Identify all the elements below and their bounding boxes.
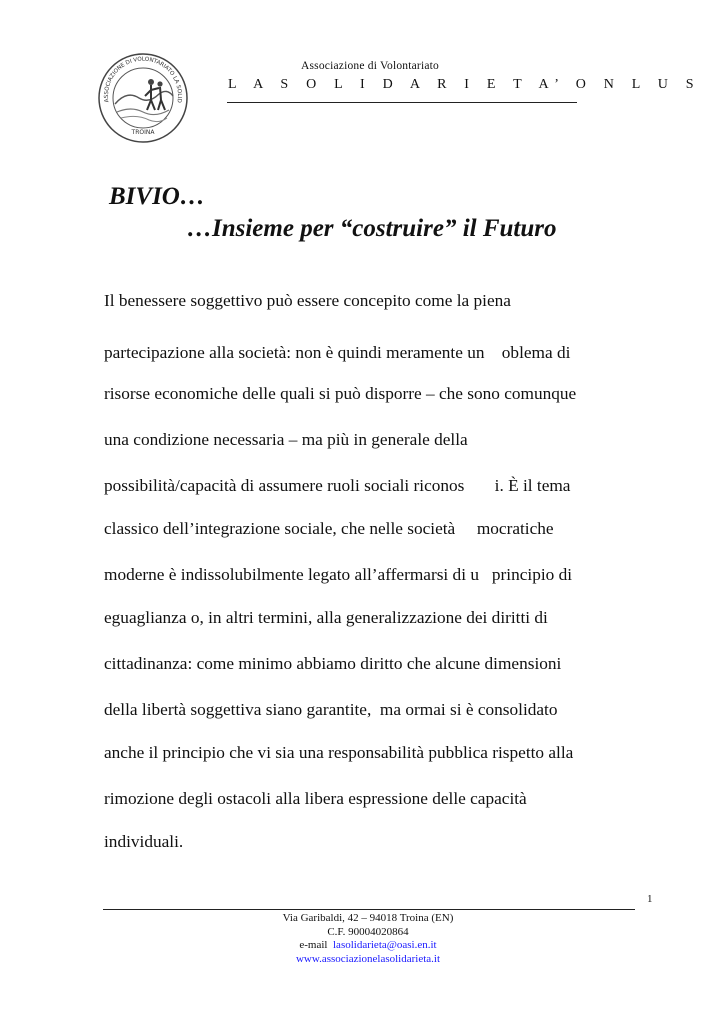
footer-email-link[interactable]: lasolidarieta@oasi.en.it: [333, 939, 437, 951]
page-number: 1: [647, 893, 653, 905]
document-title-line1: BIVIO…: [109, 183, 205, 210]
body-line: rimozione degli ostacoli alla libera espressione delle capacità: [104, 789, 527, 808]
logo-bottom-text: TROINA: [131, 129, 155, 136]
association-logo: [97, 52, 189, 144]
document-title-line2: …Insieme per “costruire” il Futuro: [187, 215, 557, 242]
footer-tax-code: C.F. 90004020864: [327, 925, 409, 938]
body-line: partecipazione alla società: non è quindi meramente un oblema di: [104, 343, 571, 362]
body-line: eguaglianza o, in altri termini, alla generalizzazione dei diritti di: [104, 608, 548, 627]
body-line: individuali.: [104, 832, 184, 851]
footer-email-row: [218, 939, 518, 953]
body-line: della libertà soggettiva siano garantite, ma ormai si è consolidato: [104, 700, 558, 719]
association-subtitle: Associazione di Volontariato: [300, 60, 440, 72]
footer-address: Via Garibaldi, 42 – 94018 Troina (EN): [282, 912, 454, 924]
footer-email-label: e-mail: [299, 939, 328, 951]
svg-text:ASSOCIAZIONE DI VOLONTARIATO L: [97, 52, 182, 103]
body-line: anche il principio che vi sia una responsabilità pubblica rispetto alla: [104, 743, 574, 762]
body-line: risorse economiche delle quali si può disporre – che sono comunque: [104, 384, 577, 403]
header-divider: [227, 102, 577, 103]
footer-divider: [103, 909, 635, 910]
footer-website-link[interactable]: www.associazionelasolidarieta.it: [295, 952, 441, 965]
body-line: una condizione necessaria – ma più in generale della: [104, 430, 468, 449]
body-line: possibilità/capacità di assumere ruoli sociali riconos i. È il tema: [104, 476, 571, 495]
footer: [218, 912, 518, 966]
body-line: Il benessere soggettivo può essere concepito come la piena: [104, 291, 511, 310]
body-line: classico dell’integrazione sociale, che nelle società mocratiche: [104, 519, 554, 538]
association-name: L A S O L I D A R I E T A’ O N L U S: [228, 77, 701, 92]
body-line: moderne è indissolubilmente legato all’affermarsi di u principio di: [104, 565, 573, 584]
body-line: cittadinanza: come minimo abbiamo diritto che alcune dimensioni: [104, 654, 562, 673]
logo-ring-text: ASSOCIAZIONE DI VOLONTARIATO LA SOLID: [103, 56, 183, 103]
